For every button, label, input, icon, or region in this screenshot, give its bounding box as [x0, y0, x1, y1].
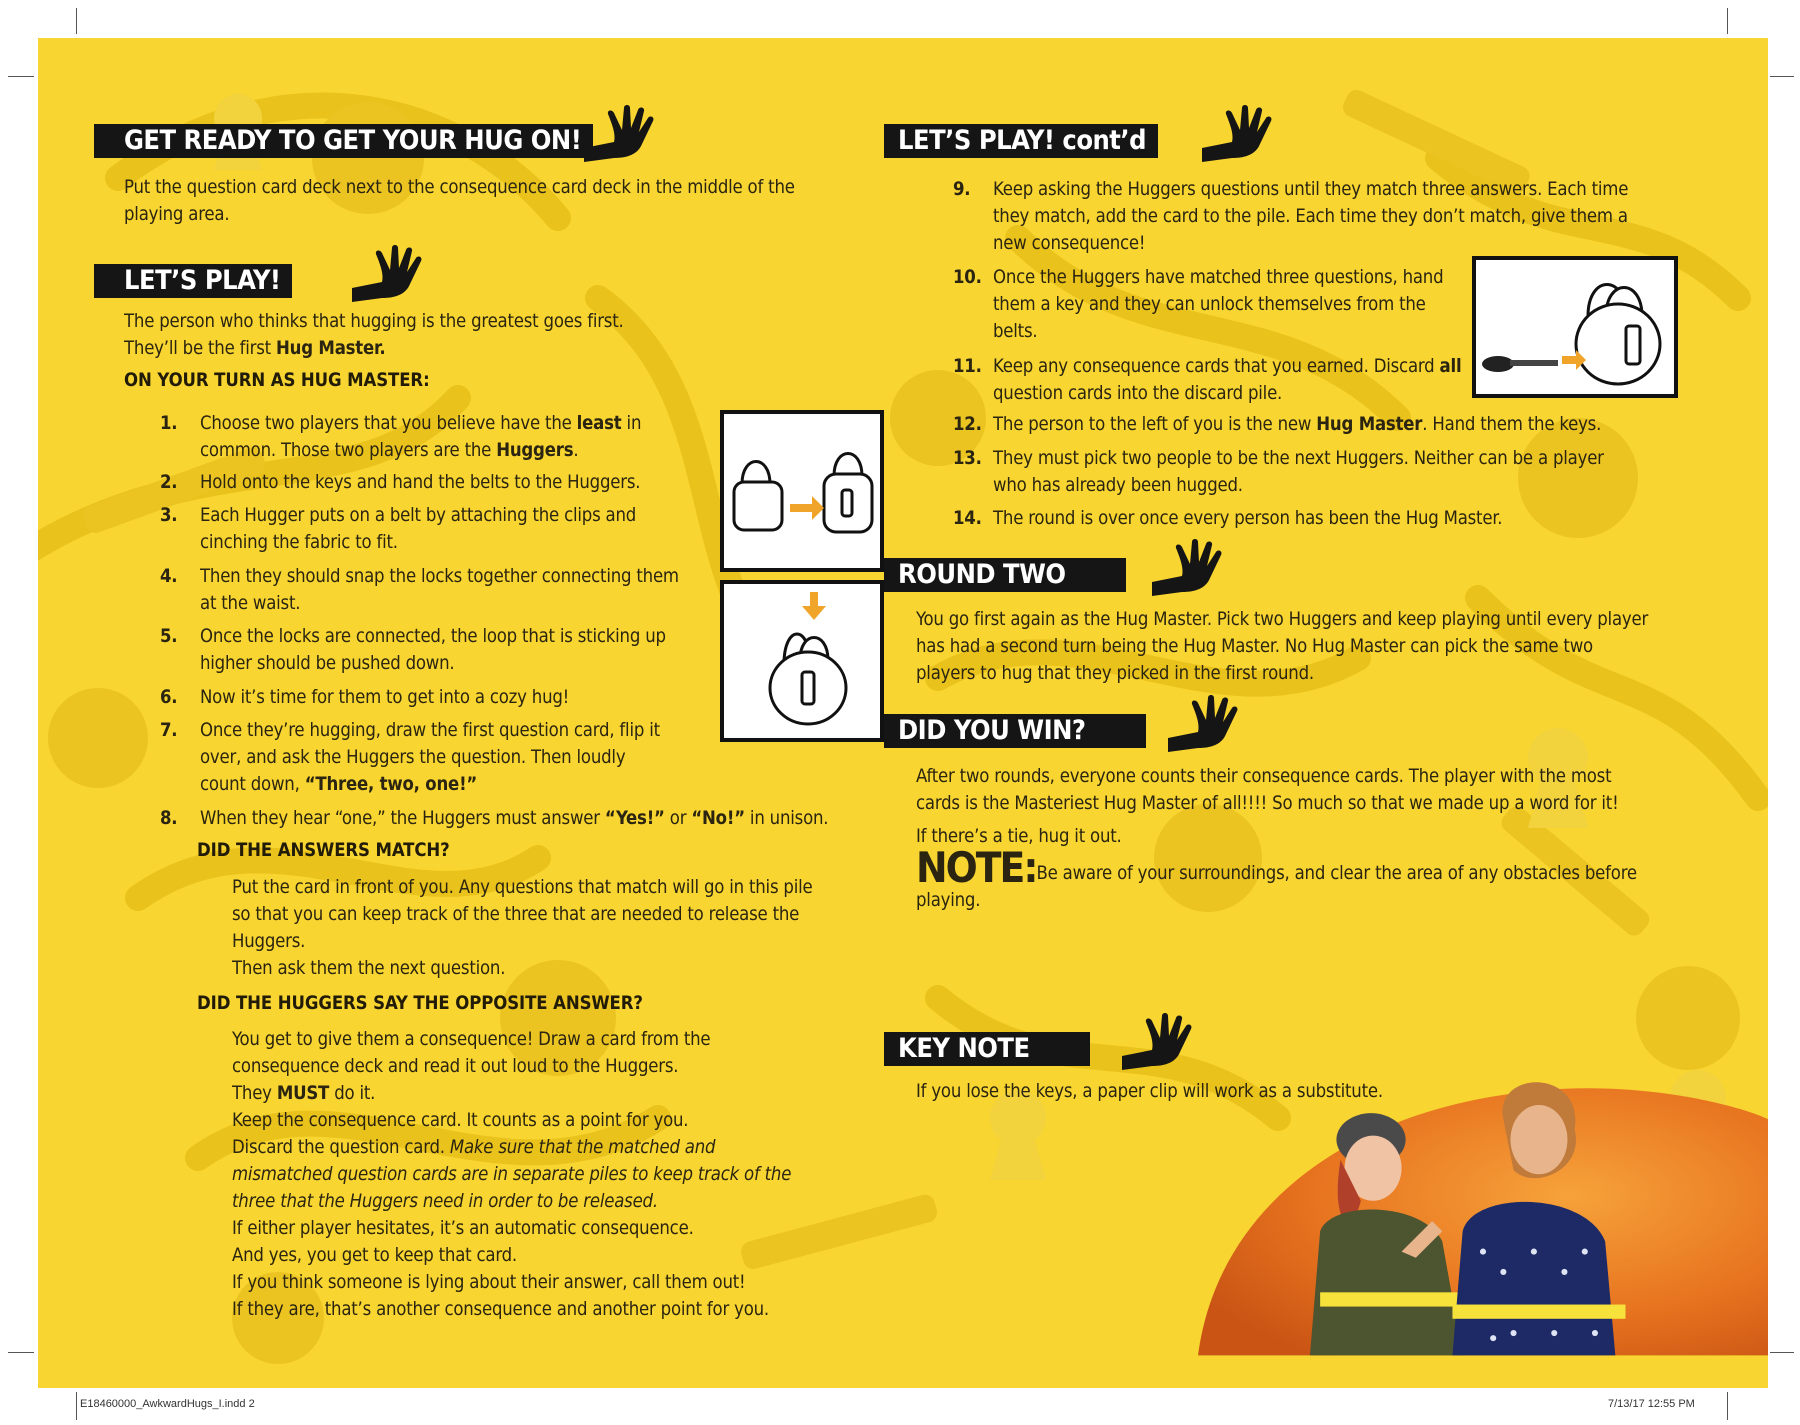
step-text: Each Hugger puts on a belt by attaching the clips and cinching the fabric to fit.	[200, 505, 637, 553]
intro-bold: Hug Master.	[276, 338, 386, 359]
opposite-line: If either player hesitates, it’s an automatic consequence.	[232, 1218, 694, 1239]
step-text-part: The person to the left of you is the new	[993, 414, 1317, 435]
banner-key-note	[884, 1024, 1214, 1068]
hand-icon	[1122, 1012, 1192, 1076]
step-text-part: . Hand them the keys.	[1422, 414, 1602, 435]
crop-mark	[1727, 1392, 1728, 1420]
crop-mark	[1727, 8, 1728, 34]
step-number: 12.	[953, 414, 982, 435]
step-text-part: question cards into the discard pile.	[993, 383, 1283, 404]
step-number: 9.	[953, 179, 971, 200]
step-text-part: Once they’re hugging, draw the first question card, flip it over, and ask the Huggers the question. Then loudly count down,	[200, 720, 660, 795]
step-number: 13.	[953, 448, 982, 469]
step-number: 14.	[953, 508, 982, 529]
note-text: Be aware of your surroundings, and clear the area of any obstacles before playing.	[916, 863, 1637, 911]
opposite-bold: MUST	[276, 1083, 330, 1104]
step-bold: “Three, two, one!”	[304, 774, 478, 795]
opposite-line: Keep the consequence card. It counts as a point for you.	[232, 1110, 689, 1131]
step-number: 5.	[160, 626, 178, 647]
subhead-opposite-answer: DID THE HUGGERS SAY THE OPPOSITE ANSWER?	[197, 993, 643, 1014]
step-text-part: in unison.	[744, 808, 829, 829]
hand-icon	[1168, 694, 1238, 758]
section-title: LET’S PLAY!	[94, 264, 292, 298]
banner-get-ready	[94, 116, 654, 160]
banner-lets-play-contd	[884, 116, 1304, 160]
opposite-line: If they are, that’s another consequence and another point for you.	[232, 1299, 769, 1320]
step-text-part: Choose two players that you believe have the	[200, 413, 577, 434]
subhead-your-turn: ON YOUR TURN AS HUG MASTER:	[124, 370, 430, 391]
step-text-part: When they hear “one,” the Huggers must answer	[200, 808, 605, 829]
lock-connect-drawing	[724, 414, 880, 568]
step-bold: Huggers	[496, 440, 574, 461]
instruction-sheet	[38, 38, 1768, 1388]
step-text-part: .	[573, 440, 579, 461]
intro-line-2	[124, 335, 764, 362]
hand-icon	[1202, 104, 1272, 168]
round-two-text: You go first again as the Hug Master. Pick two Huggers and keep playing until every player has had a second turn being the Hug Master. No Hug Master can pick the same two players to hug that they picked in the first round.	[916, 609, 1649, 684]
section-title: LET’S PLAY! cont’d	[884, 124, 1158, 158]
step-number: 1.	[160, 413, 178, 434]
note	[916, 843, 1646, 914]
step-text: The round is over once every person has been the Hug Master.	[993, 508, 1503, 529]
step-text	[200, 717, 675, 798]
opposite-line	[232, 1134, 812, 1215]
lock-push-drawing	[724, 584, 880, 738]
step-text	[200, 410, 660, 464]
opposite-text-part: They	[232, 1083, 277, 1104]
step-bold: least	[576, 413, 622, 434]
opposite-text-part: do it.	[329, 1083, 376, 1104]
opposite-line	[232, 1080, 872, 1107]
match-text-1: Put the card in front of you. Any questions that match will go in this pile so that you can keep track of the three that are needed to release the Huggers.	[232, 877, 813, 952]
win-text-1: After two rounds, everyone counts their consequence cards. The player with the most cards is the Masteriest Hug Master of all!!!! So much so that we made up a word for it!	[916, 766, 1619, 814]
hugging-photo	[1198, 1078, 1768, 1356]
step-bold: Hug Master	[1316, 414, 1423, 435]
step-bold: all	[1439, 356, 1462, 377]
step-text: Now it’s time for them to get into a cozy hug!	[200, 687, 570, 708]
step-number: 3.	[160, 505, 178, 526]
step-text	[993, 353, 1463, 407]
step-text-part: Keep any consequence cards that you earned. Discard	[993, 356, 1440, 377]
step-number: 7.	[160, 720, 178, 741]
step-text: Once the locks are connected, the loop that is sticking up higher should be pushed down.	[200, 626, 666, 674]
footer-left: E18460000_AwkwardHugs_I.indd 2	[80, 1398, 255, 1410]
section-title: KEY NOTE	[884, 1032, 1090, 1066]
lock-connect-illustration	[720, 410, 884, 572]
step-text	[200, 805, 920, 832]
step-number: 11.	[953, 356, 982, 377]
crop-mark	[8, 76, 34, 77]
crop-mark	[1770, 1352, 1794, 1353]
crop-mark	[8, 1352, 34, 1353]
step-number: 2.	[160, 472, 178, 493]
intro-text: They’ll be the first	[124, 338, 276, 359]
step-text: Hold onto the keys and hand the belts to the Huggers.	[200, 472, 641, 493]
banner-lets-play	[94, 256, 434, 300]
key-unlock-drawing	[1476, 260, 1674, 394]
crop-mark	[76, 1392, 77, 1420]
step-text: Once the Huggers have matched three questions, hand them a key and they can unlock themselves from the belts.	[993, 267, 1444, 342]
step-text-part: or	[664, 808, 692, 829]
did-you-win-text	[916, 763, 1656, 914]
banner-round-two	[884, 550, 1224, 594]
lock-push-illustration	[720, 580, 884, 742]
step-text-part: in common. Those two players are the	[200, 413, 642, 461]
opposite-text-part: Discard the question card.	[232, 1137, 450, 1158]
footer-right: 7/13/17 12:55 PM	[1608, 1398, 1695, 1410]
hand-icon	[584, 104, 654, 168]
hand-icon	[1152, 538, 1222, 602]
section-title: ROUND TWO	[884, 558, 1126, 592]
banner-did-you-win	[884, 706, 1244, 750]
crop-mark	[76, 8, 77, 34]
match-text-2: Then ask them the next question.	[232, 958, 506, 979]
intro-line-1: The person who thinks that hugging is the greatest goes first.	[124, 311, 624, 332]
opposite-italic: Make sure that the matched and mismatched question cards are in separate piles to keep track of the three that the Huggers need in order to be released.	[232, 1137, 792, 1212]
key-unlock-illustration	[1472, 256, 1678, 398]
hand-icon	[352, 244, 422, 308]
step-number: 8.	[160, 808, 178, 829]
step-bold: “No!”	[691, 808, 745, 829]
step-bold: “Yes!”	[604, 808, 665, 829]
step-number: 4.	[160, 566, 178, 587]
subhead-answers-match: DID THE ANSWERS MATCH?	[197, 840, 450, 861]
match-text	[232, 874, 832, 982]
opposite-line: If you think someone is lying about their answer, call them out!	[232, 1272, 746, 1293]
crop-mark	[1770, 76, 1794, 77]
win-text-2: If there’s a tie, hug it out.	[916, 826, 1122, 847]
step-number: 10.	[953, 267, 982, 288]
step-text: Then they should snap the locks together connecting them at the waist.	[200, 566, 679, 614]
step-text: They must pick two people to be the next Huggers. Neither can be a player who has already been hugged.	[993, 448, 1604, 496]
opposite-line: And yes, you get to keep that card.	[232, 1245, 517, 1266]
note-label: NOTE:	[916, 843, 1037, 892]
step-number: 6.	[160, 687, 178, 708]
section-title: DID YOU WIN?	[884, 714, 1146, 748]
opposite-line: You get to give them a consequence! Draw a card from the consequence deck and read it out loud to the Huggers.	[232, 1029, 711, 1077]
lets-play-intro	[124, 308, 764, 362]
step-text: Keep asking the Huggers questions until they match three answers. Each time they match, add the card to the pile. Each time they don’t match, give them a new consequence!	[993, 179, 1629, 254]
get-ready-text: Put the question card deck next to the consequence card deck in the middle of the playing area.	[124, 177, 795, 225]
step-text	[993, 411, 1601, 438]
section-title: GET READY TO GET YOUR HUG ON!	[94, 124, 593, 158]
key-note-text: If you lose the keys, a paper clip will work as a substitute.	[916, 1081, 1383, 1102]
opposite-text	[232, 1026, 872, 1323]
